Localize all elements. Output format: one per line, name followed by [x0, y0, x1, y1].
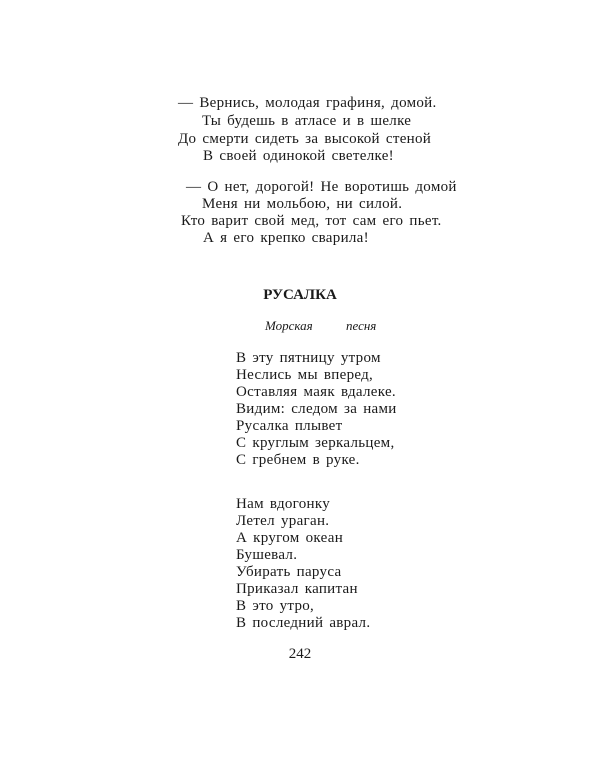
page-number: 242 [288, 646, 312, 662]
verse-line: Убирать паруса [236, 564, 342, 580]
verse-line: В своей одинокой светелке! [203, 148, 394, 164]
verse-line: Ты будешь в атласе и в шелке [202, 113, 412, 129]
verse-line: — О нет, дорогой! Не воротишь домой [186, 179, 457, 195]
verse-line: В последний аврал. [236, 615, 371, 631]
verse-line: До смерти сидеть за высокой стеной [178, 131, 432, 147]
verse-line: Неслись мы вперед, [236, 367, 374, 383]
verse-line: Кто варит свой мед, тот сам его пьет. [181, 213, 442, 229]
verse-line: В эту пятницу утром [236, 350, 381, 366]
verse-line: А кругом океан [236, 530, 344, 546]
verse-line: Летел ураган. [236, 513, 330, 529]
poem-title: РУСАЛКА [263, 287, 337, 303]
verse-line: Русалка плывет [236, 418, 343, 434]
verse-line: Видим: следом за нами [236, 401, 397, 417]
verse-line: Бушевал. [236, 547, 298, 563]
verse-line: А я его крепко сварила! [203, 230, 369, 246]
poem-subtitle: Морская песня [265, 318, 377, 333]
verse-line: В это утро, [236, 598, 315, 614]
verse-line: С круглым зеркальцем, [236, 435, 395, 451]
verse-line: — Вернись, молодая графиня, домой. [178, 95, 437, 111]
verse-line: Приказал капитан [236, 581, 358, 597]
verse-line: Меня ни мольбою, ни силой. [202, 196, 403, 212]
verse-line: Нам вдогонку [236, 496, 331, 512]
verse-line: Оставляя маяк вдалеке. [236, 384, 396, 400]
verse-line: С гребнем в руке. [236, 452, 360, 468]
